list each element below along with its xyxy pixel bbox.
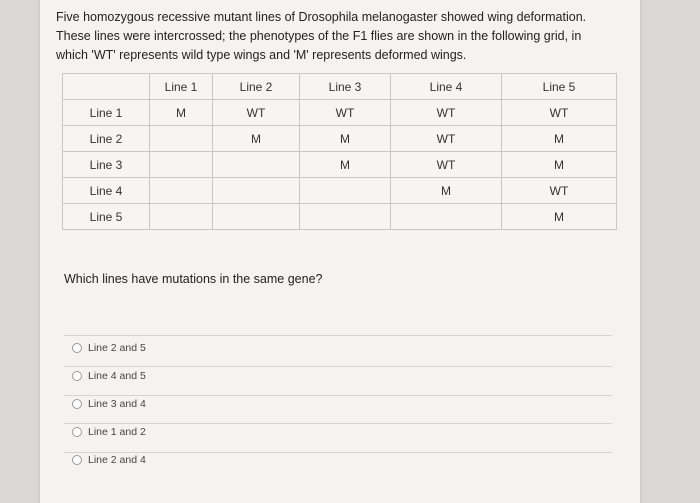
radio-button[interactable] [72,427,82,437]
row-header: Line 4 [63,178,150,204]
divider [64,452,612,453]
option-label: Line 3 and 4 [88,398,146,410]
grid-cell [391,204,502,230]
grid-cell [150,152,213,178]
question-prompt: Which lines have mutations in the same gene? [64,272,323,286]
option-line-1-and-2[interactable] [72,426,146,438]
divider [64,335,612,336]
grid-cell: M [502,126,617,152]
grid-cell: M [150,100,213,126]
grid-cell [300,204,391,230]
grid-cell: M [300,126,391,152]
phenotype-grid [62,73,617,230]
grid-cell: M [300,152,391,178]
grid-row [63,152,617,178]
option-line-2-and-5[interactable] [72,342,146,354]
grid-cell: M [502,204,617,230]
option-label: Line 2 and 5 [88,342,146,354]
question-card [40,0,640,503]
grid-cell [150,126,213,152]
col-header-line-5: Line 5 [502,74,617,100]
grid-cell: WT [502,178,617,204]
grid-cell [150,204,213,230]
radio-button[interactable] [72,343,82,353]
grid-cell [213,204,300,230]
option-label: Line 2 and 4 [88,454,146,466]
grid-cell [300,178,391,204]
divider [64,395,612,396]
grid-cell: M [213,126,300,152]
grid-cell [213,152,300,178]
row-header: Line 5 [63,204,150,230]
col-header-line-3: Line 3 [300,74,391,100]
grid-cell [213,178,300,204]
grid-cell [150,178,213,204]
option-line-3-and-4[interactable] [72,398,146,410]
radio-button[interactable] [72,455,82,465]
divider [64,423,612,424]
radio-button[interactable] [72,371,82,381]
grid-cell: WT [391,152,502,178]
row-header: Line 3 [63,152,150,178]
grid-row [63,178,617,204]
question-text: Five homozygous recessive mutant lines of Drosophila melanogaster showed wing deformation. These lines were intercrossed; the phenotypes of the F1 flies are shown in the following grid, in which 'WT' represents wild type wings and 'M' represents deformed wings. [56,10,587,62]
grid-cell: M [502,152,617,178]
radio-button[interactable] [72,399,82,409]
col-header-line-2: Line 2 [213,74,300,100]
grid-cell: WT [502,100,617,126]
grid-cell: WT [391,126,502,152]
grid-header-row [63,74,617,100]
grid-row [63,100,617,126]
grid-cell: WT [213,100,300,126]
grid-cell: WT [300,100,391,126]
option-label: Line 1 and 2 [88,426,146,438]
grid-row [63,126,617,152]
grid-row [63,204,617,230]
option-label: Line 4 and 5 [88,370,146,382]
grid-corner-cell [63,74,150,100]
grid-cell: WT [391,100,502,126]
option-line-4-and-5[interactable] [72,370,146,382]
grid-cell: M [391,178,502,204]
row-header: Line 2 [63,126,150,152]
divider [64,366,612,367]
col-header-line-4: Line 4 [391,74,502,100]
row-header: Line 1 [63,100,150,126]
col-header-line-1: Line 1 [150,74,213,100]
option-line-2-and-4[interactable] [72,454,146,466]
